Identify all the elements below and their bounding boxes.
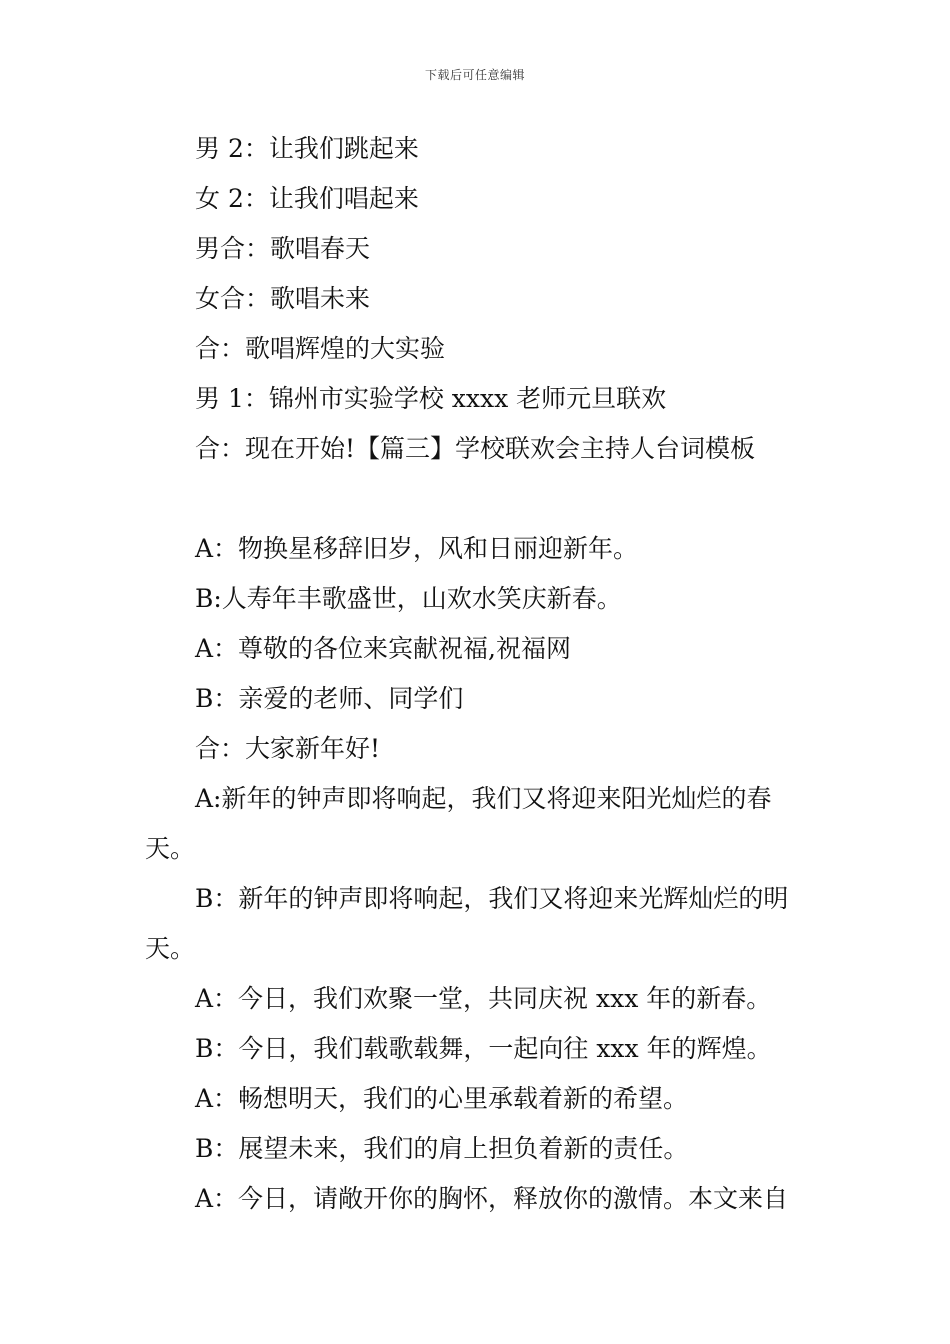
script-line: B：今日，我们载歌载舞，一起向往 xxx 年的辉煌。 xyxy=(195,1034,772,1063)
script-line: A：畅想明天，我们的心里承载着新的希望。 xyxy=(195,1084,689,1113)
script-line: 女 2：让我们唱起来 xyxy=(195,184,419,213)
script-line: A：今日，请敞开你的胸怀，释放你的激情。本文来自 xyxy=(195,1184,789,1213)
script-line: 合：歌唱辉煌的大实验 xyxy=(195,334,446,363)
script-line: A：物换星移辞旧岁，风和日丽迎新年。 xyxy=(195,534,639,563)
paragraph-gap xyxy=(145,474,809,524)
script-line: B：亲爱的老师、同学们 xyxy=(195,684,464,713)
script-line: 女合：歌唱未来 xyxy=(195,284,371,313)
script-body xyxy=(145,124,809,1224)
script-line: 合：大家新年好! xyxy=(195,734,381,763)
script-line: B：新年的钟声即将响起，我们又将迎来光辉灿烂的明天。 xyxy=(145,884,789,963)
script-line: A：今日，我们欢聚一堂，共同庆祝 xxx 年的新春。 xyxy=(195,984,772,1013)
script-line: 合：现在开始!【篇三】学校联欢会主持人台词模板 xyxy=(195,434,756,463)
script-line: 男合：歌唱春天 xyxy=(195,234,371,263)
script-line: 男 1：锦州市实验学校 xxxx 老师元旦联欢 xyxy=(195,384,667,413)
script-line: B：展望未来，我们的肩上担负着新的责任。 xyxy=(195,1134,689,1163)
script-line: 男 2：让我们跳起来 xyxy=(195,134,419,163)
header-note: 下载后可任意编辑 xyxy=(424,68,525,82)
script-line: A：尊敬的各位来宾献祝福,祝福网 xyxy=(195,634,572,663)
script-line: B:人寿年丰歌盛世，山欢水笑庆新春。 xyxy=(195,584,622,613)
script-line: A:新年的钟声即将响起，我们又将迎来阳光灿烂的春天。 xyxy=(145,784,772,863)
